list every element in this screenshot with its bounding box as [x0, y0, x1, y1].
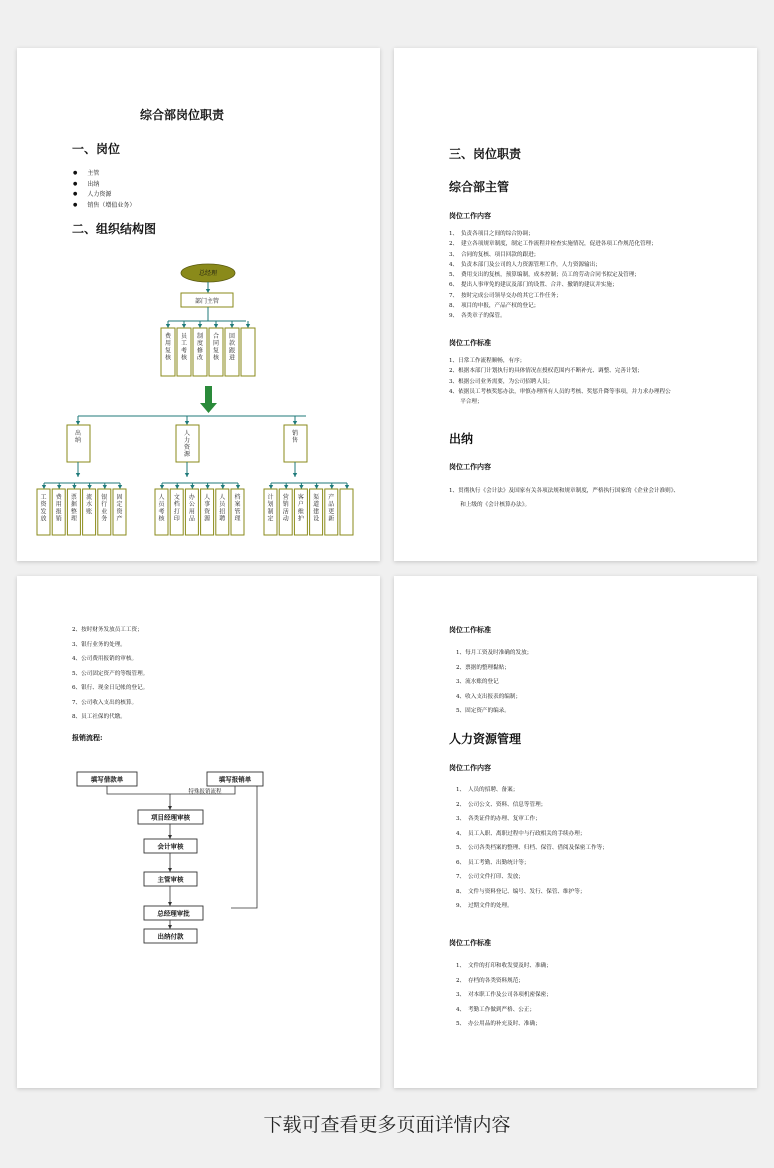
leaf-duty-label: 资 — [40, 501, 47, 509]
arrow-head — [87, 485, 91, 489]
arrow-head — [293, 421, 297, 425]
leaf-duty-label: 定 — [116, 501, 123, 509]
arrow-head — [330, 485, 334, 489]
leaf-duty-label: 动 — [282, 515, 289, 523]
dept-duty-label: 核 — [164, 354, 172, 362]
special-flow-label: 特殊报销流程 — [188, 789, 222, 795]
page-title: 综合部岗位职责 — [140, 108, 225, 122]
list-item: 2、 建立各项规章制度，制定工作流程并检查实施情况，促进各项工作规范化管理； — [449, 241, 657, 248]
leaf-duty-label: 办 — [188, 494, 195, 501]
arrow-head — [214, 324, 218, 328]
arrow-head — [185, 421, 189, 425]
document-page-2 — [394, 48, 757, 561]
cashier-standard-list — [456, 646, 532, 719]
positions-list — [73, 169, 135, 211]
arrow-head — [182, 324, 186, 328]
flow-arrow-head — [168, 902, 172, 906]
arrow-head — [345, 485, 349, 489]
dept-duty-label: 跟 — [228, 347, 236, 355]
list-item: 3、银行业务的处理。 — [72, 641, 126, 648]
list-item: 3、 各类证件的办理、复审工作； — [456, 816, 541, 822]
list-item: 3、 对本职工作及公司各项机密保密； — [456, 992, 552, 998]
leaf-duty-label: 人 — [219, 494, 226, 501]
leaf-duty-label: 理 — [234, 515, 241, 523]
leaf-duty-label: 护 — [297, 515, 304, 523]
list-item: 4、 负责本部门及公司的人力资源管理工作，人力资源输出； — [449, 261, 601, 268]
arrow-head — [166, 324, 170, 328]
flow-arrow-head — [168, 868, 172, 872]
dept-duty-label: 核 — [212, 354, 220, 362]
leaf-duty-label: 资 — [116, 508, 123, 516]
dept-duty-label: 改 — [196, 354, 204, 362]
flow-connector — [231, 786, 257, 908]
leaf-duty-label: 放 — [40, 515, 47, 523]
list-item: 5、 费用支出的复核，预算编制，成本控制；员工的劳动合同书拟定及管理； — [449, 272, 640, 279]
arrow-head — [206, 289, 210, 293]
list-item: 2、根据本部门计划执行的具体情况在授权范围内不断补充、调整、完善计划； — [449, 368, 643, 375]
leaf-duty-label: 人 — [158, 494, 165, 501]
leaf-duty-label: 制 — [267, 508, 274, 516]
root-label: 总经理 — [198, 270, 218, 277]
list-item: 4、依据员工考核奖惩办法，审慎办理所有人员的考核、奖惩升降等事项，并力求办理程公 — [449, 388, 671, 395]
leaf-duty-label: 用 — [188, 508, 195, 516]
leaf-duty-label: 产 — [116, 515, 123, 523]
leaf-duty-label: 流 — [86, 494, 93, 501]
dept-duty-label: 员 — [180, 333, 188, 340]
org-chart — [17, 253, 380, 561]
leaf-duty-label: 务 — [101, 515, 108, 523]
content-label: 岗位工作内容 — [449, 211, 491, 220]
leaf-duty-label: 行 — [101, 501, 108, 509]
list-item: 4、公司费用报销的审核。 — [72, 656, 138, 662]
leaf-duty-label: 活 — [282, 508, 289, 516]
leaf-duty-label: 人 — [204, 494, 211, 501]
list-item: 2、 存档的各类资料规范； — [456, 977, 524, 984]
arrow-head — [299, 485, 303, 489]
leaf-duty-label: 文 — [173, 494, 180, 501]
list-item: 1、 文件的打印和收发要及时、准确； — [456, 963, 552, 969]
branch-label: 售 — [291, 437, 299, 445]
arrow-head — [205, 485, 209, 489]
section-duties-heading: 三、岗位职责 — [449, 147, 522, 161]
leaf-duty-label: 据 — [70, 501, 77, 509]
arrow-head — [284, 485, 288, 489]
list-item: 8、 文件与资料登记、编号、发行、保管、维护等； — [456, 888, 586, 895]
dept-duty-label: 考 — [180, 347, 188, 355]
leaf-duty-label: 费 — [55, 494, 62, 501]
list-item: 1、每月工资及时准确的发放； — [456, 650, 533, 656]
cashier-content-list — [449, 486, 679, 511]
dept-duty-box — [241, 328, 255, 376]
content-label: 岗位工作内容 — [449, 763, 491, 772]
leaf-duty-label: 源 — [204, 515, 211, 523]
role-heading-cashier: 出纳 — [449, 432, 474, 446]
arrow-head — [293, 473, 297, 477]
dept-duty-label: 核 — [180, 354, 188, 362]
document-page-1 — [17, 48, 380, 561]
leaf-duty-label: 水 — [86, 501, 93, 509]
arrow-head — [221, 485, 225, 489]
reimbursement-form-box-label: 填写报销单 — [218, 775, 252, 784]
list-item: 8、员工社保的代缴。 — [72, 714, 126, 720]
list-item: 3、 合同的复核、项目回款的跟进； — [449, 251, 540, 258]
arrow-head — [185, 473, 189, 477]
leaf-duty-label: 考 — [158, 508, 165, 516]
role-heading-supervisor: 综合部主管 — [449, 180, 510, 194]
arrow-head — [57, 485, 61, 489]
flow-arrow-head — [168, 835, 172, 839]
list-item: 2、票据的整理黏贴； — [456, 664, 510, 671]
leaf-duty-label: 设 — [313, 515, 320, 523]
flow-step-1-label: 会计审核 — [157, 842, 184, 851]
leaf-duty-label: 档 — [234, 494, 241, 501]
arrow-head — [190, 485, 194, 489]
leaf-duty-label: 定 — [267, 515, 274, 523]
list-item: 5、 办公用品的补充及时、准确； — [456, 1021, 541, 1027]
role-heading-hr: 人力资源管理 — [449, 732, 522, 746]
list-item: 6、 提出人事审免的建议及部门的设置、合并、撤销的建议并实施； — [449, 282, 618, 289]
arrow-head — [118, 485, 122, 489]
dept-duty-label: 款 — [228, 340, 236, 348]
leaf-duty-label: 聘 — [219, 515, 226, 523]
leaf-duty-label: 销 — [282, 501, 289, 509]
list-item: 和上级的《会计核算办法》。 — [449, 502, 531, 509]
dept-duty-label: 制 — [196, 333, 204, 340]
branch-label: 纳 — [74, 437, 82, 445]
flow-label: 报销流程: — [72, 733, 103, 742]
dept-duty-label: 费 — [164, 333, 172, 340]
leaf-duty-label: 新 — [328, 515, 335, 523]
standard-label: 岗位工作标准 — [449, 625, 491, 634]
leaf-duty-label: 发 — [40, 508, 47, 516]
list-item: 5、固定资产的编录。 — [456, 708, 510, 714]
leaf-duty-label: 档 — [173, 501, 180, 509]
arrow-head — [246, 324, 250, 328]
leaf-duty-label: 管 — [234, 508, 241, 516]
list-item: ● 出纳 — [73, 180, 135, 191]
list-item: 4、 考勤工作做到严格、公正； — [456, 1006, 536, 1013]
leaf-duty-label: 核 — [158, 515, 165, 523]
dept-duty-label: 用 — [164, 340, 172, 348]
list-item: 4、 员工入职、离职过程中与行政相关的手续办理； — [456, 830, 586, 837]
list-item: 2、 公司公文、资料、信息等管理； — [456, 801, 547, 808]
list-item: 8、 项目的申报，产品产权的登记； — [449, 303, 540, 310]
section-positions-heading: 一、岗位 — [72, 142, 121, 156]
dept-duty-label: 合 — [212, 333, 220, 340]
branch-label: 出 — [74, 430, 82, 437]
list-item: 7、 按时完成公司领导交办的其它工作任务； — [449, 292, 562, 299]
dept-duty-label: 复 — [164, 347, 172, 355]
leaf-duty-label: 业 — [101, 508, 108, 516]
leaf-duty-label: 案 — [234, 501, 241, 509]
leaf-duty-label: 客 — [297, 494, 304, 501]
hr-content-list — [456, 783, 608, 914]
arrow-head — [314, 485, 318, 489]
leaf-duty-label: 打 — [173, 508, 180, 516]
leaf-duty-label: 报 — [55, 508, 62, 516]
big-arrow-head — [200, 403, 217, 413]
leaf-duty-box — [340, 489, 353, 535]
leaf-duty-label: 事 — [204, 501, 211, 509]
dept-duty-label: 度 — [196, 340, 204, 348]
arrow-head — [160, 485, 164, 489]
list-item: 7、 公司文件打印、发放； — [456, 874, 524, 880]
supervisor-content-list — [449, 229, 657, 322]
list-item: 1、 人员的招聘、备案； — [456, 787, 519, 793]
dept-duty-label: 复 — [212, 347, 220, 355]
list-item: 4、收入支出报表的编制； — [456, 693, 522, 700]
list-item: ● 销售（增值业务） — [73, 201, 135, 212]
arrow-head — [269, 485, 273, 489]
dept-duty-label: 修 — [196, 347, 204, 355]
leaf-duty-label: 品 — [188, 515, 195, 523]
leaf-duty-label: 理 — [70, 515, 77, 523]
leaf-duty-label: 道 — [313, 501, 320, 509]
section-org-chart-heading: 二、组织结构图 — [72, 222, 157, 236]
leaf-duty-label: 银 — [101, 494, 108, 501]
branch-label: 销 — [291, 430, 299, 437]
list-item: 3、流水账的登记 — [456, 679, 499, 685]
flow-step-0-label: 项目经理审核 — [151, 813, 190, 822]
arrow-head — [76, 421, 80, 425]
list-item: 1、日常工作流程顺畅，有序； — [449, 358, 526, 364]
leaf-duty-label: 户 — [297, 501, 304, 509]
supervisor-standard-list — [449, 356, 671, 407]
hr-standard-list — [456, 959, 552, 1032]
document-page-4 — [394, 576, 757, 1088]
leaf-duty-label: 维 — [297, 508, 304, 516]
leaf-duty-label: 营 — [282, 494, 289, 501]
arrow-head — [236, 485, 240, 489]
leaf-duty-label: 资 — [204, 508, 211, 516]
list-item: 9、 各类章子的保管。 — [449, 313, 506, 320]
download-more-caption[interactable]: 下载可查看更多页面详情内容 — [263, 1114, 511, 1136]
reimbursement-flowchart — [17, 761, 380, 951]
leaf-duty-label: 固 — [116, 494, 123, 501]
list-item: 1、 负责各项目之间的综合协调； — [449, 231, 534, 237]
leaf-duty-label: 销 — [55, 515, 62, 523]
list-item: 5、 公司各类档案的整理、归档、保管、借阅及保密工作等； — [456, 845, 608, 851]
arrow-head — [230, 324, 234, 328]
standard-label: 岗位工作标准 — [449, 938, 491, 947]
list-item: 2、按时财务发放员工工资； — [72, 627, 143, 633]
cashier-content-continued — [72, 623, 148, 725]
list-item: 6、 员工考勤、出勤统计等； — [456, 859, 530, 866]
list-item: 7、公司收入支出的核算。 — [72, 699, 138, 706]
dept-duty-label: 回 — [228, 333, 236, 340]
leaf-duty-label: 划 — [267, 501, 274, 509]
arrow-head — [42, 485, 46, 489]
leaf-duty-label: 票 — [70, 494, 77, 501]
leaf-duty-label: 品 — [328, 501, 335, 509]
list-item: 1、贯彻执行《会计法》及国家有关各项法规和规章制度，严格执行国家的《企业会计准则》、 — [449, 488, 680, 494]
arrow-head — [198, 324, 202, 328]
leaf-duty-label: 员 — [158, 501, 165, 509]
list-item: ● 人力资源 — [73, 190, 135, 201]
list-item: 9、 过期文件的处理。 — [456, 903, 513, 909]
leaf-duty-label: 工 — [40, 494, 47, 501]
branch-label: 人 — [183, 430, 191, 437]
dept-duty-label: 同 — [212, 340, 220, 348]
leaf-duty-label: 招 — [219, 508, 226, 516]
flow-step-2-label: 主管审核 — [157, 875, 184, 884]
leaf-duty-label: 整 — [70, 508, 77, 516]
leaf-duty-label: 产 — [328, 494, 335, 501]
flow-arrow-head — [168, 806, 172, 810]
standard-label: 岗位工作标准 — [449, 338, 491, 347]
list-item: 5、公司固定资产的等级管理。 — [72, 670, 149, 677]
list-item: 平合理； — [449, 399, 483, 406]
arrow-head — [72, 485, 76, 489]
content-label: 岗位工作内容 — [449, 462, 491, 471]
dept-label: 部门主管 — [194, 298, 220, 305]
leaf-duty-label: 计 — [267, 494, 274, 501]
branch-label: 资 — [183, 444, 191, 451]
branch-label: 源 — [183, 451, 191, 459]
document-page-3 — [17, 576, 380, 1088]
flow-step-4-label: 出纳付款 — [157, 932, 184, 941]
leaf-duty-label: 公 — [188, 501, 195, 509]
big-arrow-shaft — [205, 386, 212, 404]
arrow-head — [76, 473, 80, 477]
arrow-head — [103, 485, 107, 489]
list-item: 6、银行、现金日记帐的登记。 — [72, 685, 149, 691]
dept-duty-label: 工 — [180, 340, 188, 348]
leaf-duty-label: 用 — [55, 501, 62, 509]
list-item: 3、根据公司业务需要，为公司招聘人员； — [449, 378, 554, 385]
branch-label: 力 — [183, 437, 191, 445]
leaf-duty-label: 建 — [313, 508, 320, 516]
arrow-head — [175, 485, 179, 489]
dept-duty-label: 进 — [228, 354, 236, 362]
leaf-duty-label: 账 — [86, 508, 93, 516]
leaf-duty-label: 更 — [328, 508, 335, 516]
leaf-duty-label: 印 — [173, 515, 180, 523]
flow-arrow-head — [168, 925, 172, 929]
loan-form-box-label: 填写借款单 — [90, 775, 124, 784]
leaf-duty-label: 渠 — [313, 494, 320, 501]
leaf-duty-label: 员 — [219, 501, 226, 509]
flow-step-3-label: 总经理审批 — [157, 909, 190, 918]
list-item: ● 主管 — [73, 169, 135, 180]
